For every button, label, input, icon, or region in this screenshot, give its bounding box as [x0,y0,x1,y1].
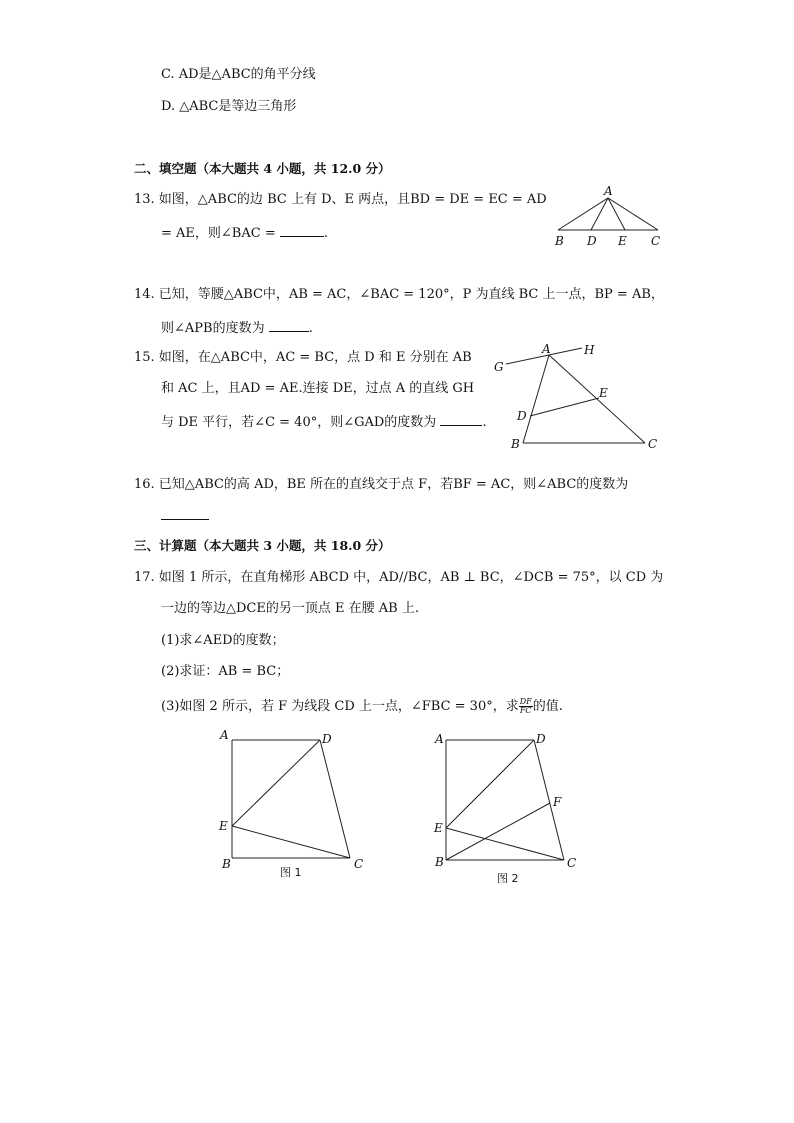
q17-fraction [519,698,533,715]
fig15-label-a: A [542,342,551,356]
fig15-label-d: D [517,409,527,423]
q17-part2: (2)求证：AB = BC； [161,664,290,679]
q15-end: . [482,415,487,430]
fig1-segment-ec [232,826,350,858]
fig2-caption: 图 2 [497,872,519,885]
fig2-segment-ec [446,828,564,860]
fig13-label-a: A [604,184,613,198]
fig1-caption: 图 1 [280,866,302,879]
fig13-label-d: D [587,234,597,248]
fig13-ad [591,198,608,230]
fig2-label-c: C [567,856,577,870]
fig15-label-b: B [511,437,520,451]
fig2-label-e: E [434,821,443,835]
fig2-segment-bf [446,803,550,860]
fig1-label-a: A [220,728,229,742]
fig13-label-b: B [555,234,564,248]
fig1-label-d: D [322,732,332,746]
fig15-label-h: H [584,343,595,357]
section-3-title: 三、计算题（本大题共 3 小题，共 18.0 分） [134,538,391,553]
q17-part1: (1)求∠AED的度数； [161,633,285,648]
fig1-label-b: B [222,857,231,871]
q15-line2: 和 AC 上，且AD = AE.连接 DE，过点 A 的直线 GH [161,381,475,396]
q13-answer-blank [280,223,324,237]
section-2-title: 二、填空题（本大题共 4 小题，共 12.0 分） [134,161,391,176]
fig15-label-g: G [494,360,504,374]
q14-line2 [161,318,313,338]
q13-text: = AE，则∠BAC = [161,226,276,241]
fig13-ae [608,198,625,230]
option-d: D. △ABC是等边三角形 [161,99,297,114]
fig15-side-ab [523,355,549,443]
fig13-label-c: C [651,234,661,248]
q16-line1: 16. 已知△ABC的高 AD，BE 所在的直线交于点 F，若BF = AC，则∠ABC的度数为 [134,477,629,492]
figure-q13 [552,182,672,254]
fig1-label-c: C [354,857,364,871]
q13-line2 [161,223,328,243]
q16-line2 [161,506,209,526]
fig13-label-e: E [618,234,627,248]
figure-1 [216,728,366,872]
q15-answer-blank [440,412,482,426]
fig2-label-a: A [435,732,444,746]
q17-part3-end: 的值. [532,699,563,714]
figure-q15 [488,338,668,454]
fig15-label-c: C [648,437,658,451]
q17-frac-den: FC [519,706,532,715]
q15-text: 与 DE 平行，若∠C = 40°，则∠GAD的度数为 [161,415,437,430]
q14-text: 则∠APB的度数为 [161,321,265,336]
option-c: C. AD是△ABC的角平分线 [161,67,316,82]
fig2-segment-ed [446,740,534,828]
q14-answer-blank [269,318,309,332]
q14-line1: 14. 已知，等腰△ABC中，AB = AC，∠BAC = 120°，P 为直线 BC 上一点，BP = AB， [134,287,664,302]
q13-line1: 13. 如图，△ABC的边 BC 上有 D、E 两点，且BD = DE = EC = AD [134,192,547,207]
fig15-segment-de [530,398,599,416]
fig1-label-e: E [219,819,228,833]
q17-part3 [161,698,563,716]
q16-answer-blank [161,506,209,520]
fig2-label-f: F [553,795,562,809]
q14-end: . [308,321,313,336]
fig1-segment-ed [232,740,320,826]
q15-line1: 15. 如图，在△ABC中，AC = BC，点 D 和 E 分别在 AB [134,350,472,365]
figure-2 [430,730,580,874]
q17-line1: 17. 如图 1 所示，在直角梯形 ABCD 中，AD//BC，AB ⊥ BC，∠DCB = 75°，以 CD 为 [134,570,664,585]
fig2-label-b: B [435,855,444,869]
fig15-label-e: E [599,386,608,400]
q17-part3-text: (3)如图 2 所示，若 F 为线段 CD 上一点，∠FBC = 30°，求 [161,699,519,714]
q15-line3 [161,412,487,432]
fig1-side-dc [320,740,350,858]
fig2-label-d: D [536,732,546,746]
q17-line2: 一边的等边△DCE的另一顶点 E 在腰 AB 上. [161,601,419,616]
q13-end: . [323,226,328,241]
fig13-sides [558,198,658,230]
q17-frac-num: DF [519,697,532,706]
